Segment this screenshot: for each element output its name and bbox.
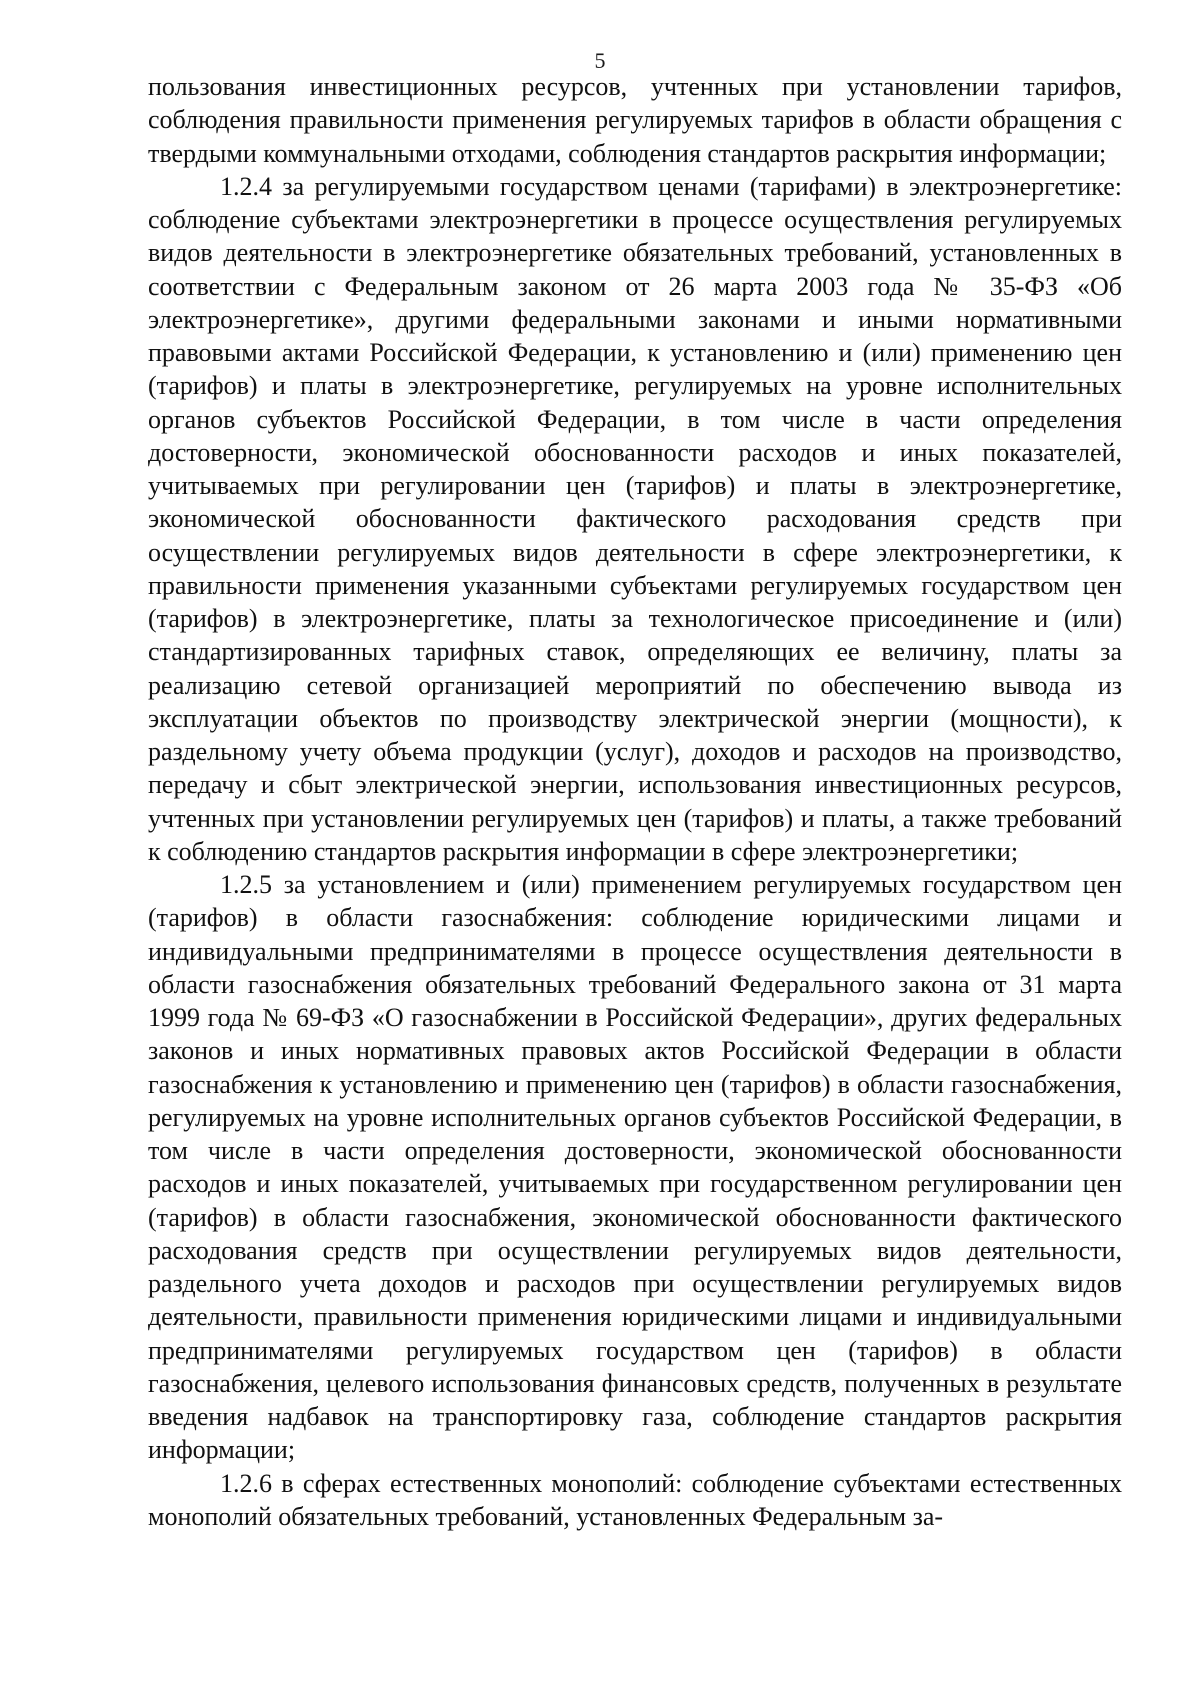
paragraph-continuation: пользования инвестиционных ресурсов, учтенных при установлении тарифов, соблюдения правильности применения регулируемых тарифов в области обращения с твердыми коммунальными отходами, соблюдения стандартов раскрытия информации; xyxy=(148,72,1122,168)
paragraph-1-2-5: 1.2.5 за установлением и (или) применением регулируемых государством цен (тарифов) в области газоснабжения: соблюдение юридическими лицами и индивидуальными предпринимателями в процессе осуществления деятельности в области газоснабжения обязательных требований Федерального закона от 31 марта 1999 года № 69-ФЗ «О газоснабжении в Российской Федерации», других федеральных законов и иных нормативных правовых актов Российской Федерации в области газоснабжения к установлению и применению цен (тарифов) в области газоснабжения, регулируемых на уровне исполнительных органов субъектов Российской Федерации, в том числе в части определения достоверности, экономической обоснованности расходов и иных показателей, учитываемых при государственном регулировании цен (тарифов) в области газоснабжения, экономической обоснованности фактического расходования средств при осуществлении регулируемых видов деятельности, раздельного учета доходов и расходов при осуществлении регулируемых видов деятельности, правильности применения юридическими лицами и индивидуальными предпринимателями регулируемых государством цен (тарифов) в области газоснабжения, целевого использования финансовых средств, полученных в результате введения надбавок на транспортировку газа, соблюдение стандартов раскрытия информации; xyxy=(148,870,1122,1465)
paragraph-1-2-4: 1.2.4 за регулируемыми государством ценами (тарифами) в электроэнергетике: соблюдение субъектами электроэнергетики в процессе осуществления регулируемых видов деятельности в электроэнергетике обязательных требований, установленных в соответствии с Федеральным законом от 26 марта 2003 года № 35-ФЗ «Об электроэнергетике», другими федеральными законами и иными нормативными правовыми актами Российской Федерации, к установлению и (или) применению цен (тарифов) и платы в электроэнергетике, регулируемых на уровне исполнительных органов субъектов Российской Федерации, в том числе в части определения достоверности, экономической обоснованности расходов и иных показателей, учитываемых при регулировании цен (тарифов) и платы в электроэнергетике, экономической обоснованности фактического расходования средств при осуществлении регулируемых видов деятельности в сфере электроэнергетики, к правильности применения указанными субъектами регулируемых государством цен (тарифов) в электроэнергетике, платы за технологическое присоединение и (или) стандартизированных тарифных ставок, определяющих ее величину, платы за реализацию сетевой организацией мероприятий по обеспечению вывода из эксплуатации объектов по производству электрической энергии (мощности), к раздельному учету объема продукции (услуг), доходов и расходов на производство, передачу и сбыт электрической энергии, использования инвестиционных ресурсов, учтенных при установлении регулируемых цен (тарифов) и платы, а также требований к соблюдению стандартов раскрытия информации в сфере электроэнергетики; xyxy=(148,171,1122,866)
document-body xyxy=(148,70,1122,1533)
paragraph-1-2-6: 1.2.6 в сферах естественных монополий: соблюдение субъектами естественных монополий обязательных требований, установленных Федеральным за- xyxy=(148,1468,1122,1531)
page-number: 5 xyxy=(594,48,606,73)
